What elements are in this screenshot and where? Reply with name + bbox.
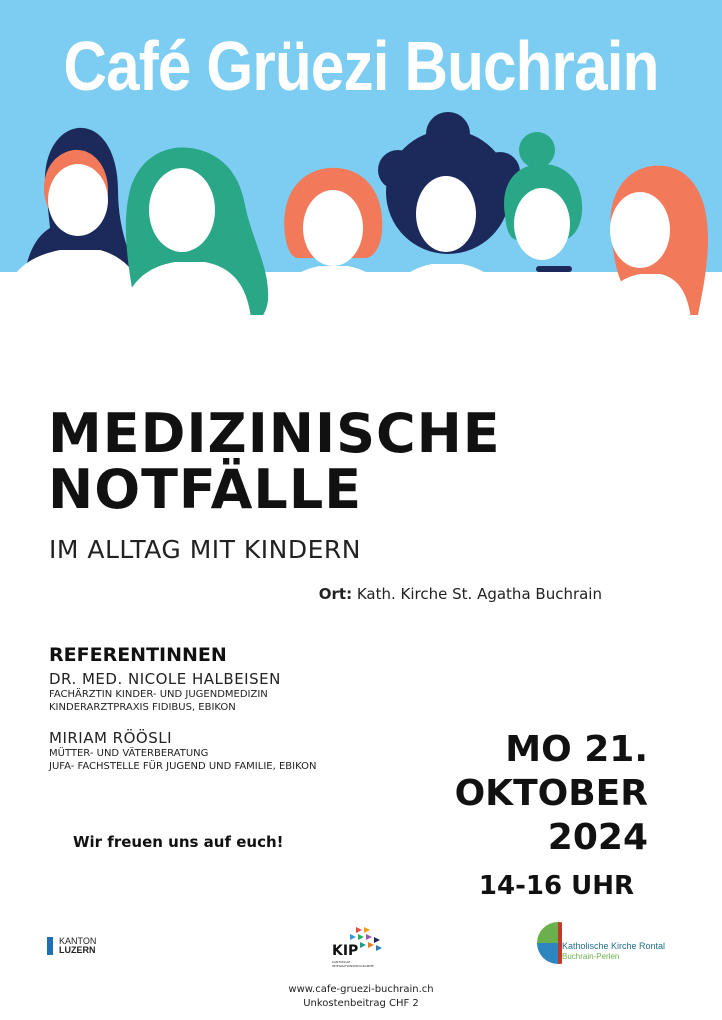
kanton-bar-icon [47, 937, 53, 955]
katholische-kirche-logo [536, 921, 666, 967]
kanton-line-2: LUZERN [59, 945, 96, 955]
footer [0, 983, 722, 1011]
headline-line-1: MEDIZINISCHE [48, 402, 501, 465]
kip-word: KIP [332, 943, 359, 959]
speaker-role: FACHÄRZTIN KINDER- UND JUGENDMEDIZIN [49, 689, 268, 700]
event-time: 14-16 UHR [478, 871, 634, 901]
speaker-2 [49, 729, 316, 773]
speaker-1 [49, 670, 281, 714]
location [319, 585, 602, 603]
kanton-luzern-logo [47, 937, 96, 955]
footer-url[interactable]: www.cafe-gruezi-buchrain.ch [288, 984, 434, 995]
cafe-title: Café Grüezi Buchrain [63, 27, 659, 105]
speakers-heading: REFERENTINNEN [49, 644, 227, 666]
welcome-message: Wir freuen uns auf euch! [73, 833, 284, 851]
location-value: Kath. Kirche St. Agatha Buchrain [356, 585, 602, 603]
speaker-name: DR. MED. NICOLE HALBEISEN [49, 670, 281, 688]
kirche-name: Katholische Kirche Rontal [562, 941, 666, 951]
date-month: OKTOBER [454, 773, 648, 814]
speaker-name: MIRIAM RÖÖSLI [49, 729, 173, 747]
footer-cost: Unkostenbeitrag CHF 2 [303, 998, 419, 1009]
event-headline [48, 402, 501, 521]
speaker-affiliation: JUFA- FACHSTELLE FÜR JUGEND UND FAMILIE, EBIKON [49, 761, 317, 772]
speaker-role: MÜTTER- UND VÄTERBERATUNG [49, 748, 209, 759]
kip-logo [330, 925, 400, 973]
date-year: 2024 [547, 817, 648, 858]
date-weekday-day: MO 21. [505, 729, 648, 770]
event-date [455, 728, 648, 908]
event-subheading: IM ALLTAG MIT KINDERN [49, 535, 361, 564]
speaker-affiliation: KINDERARZTPRAXIS FIDIBUS, EBIKON [49, 702, 236, 713]
kip-sub-2: INTEGRATIONSPROGRAMME [332, 964, 374, 968]
location-label: Ort: [318, 585, 353, 603]
headline-line-2: NOTFÄLLE [48, 458, 363, 521]
kirche-location: Buchrain-Perlen [562, 952, 620, 961]
circle-quadrant-icon [536, 921, 562, 967]
kip-sub-1: KANTONALE [332, 960, 351, 964]
kanton-line-1: KANTON [59, 936, 97, 946]
